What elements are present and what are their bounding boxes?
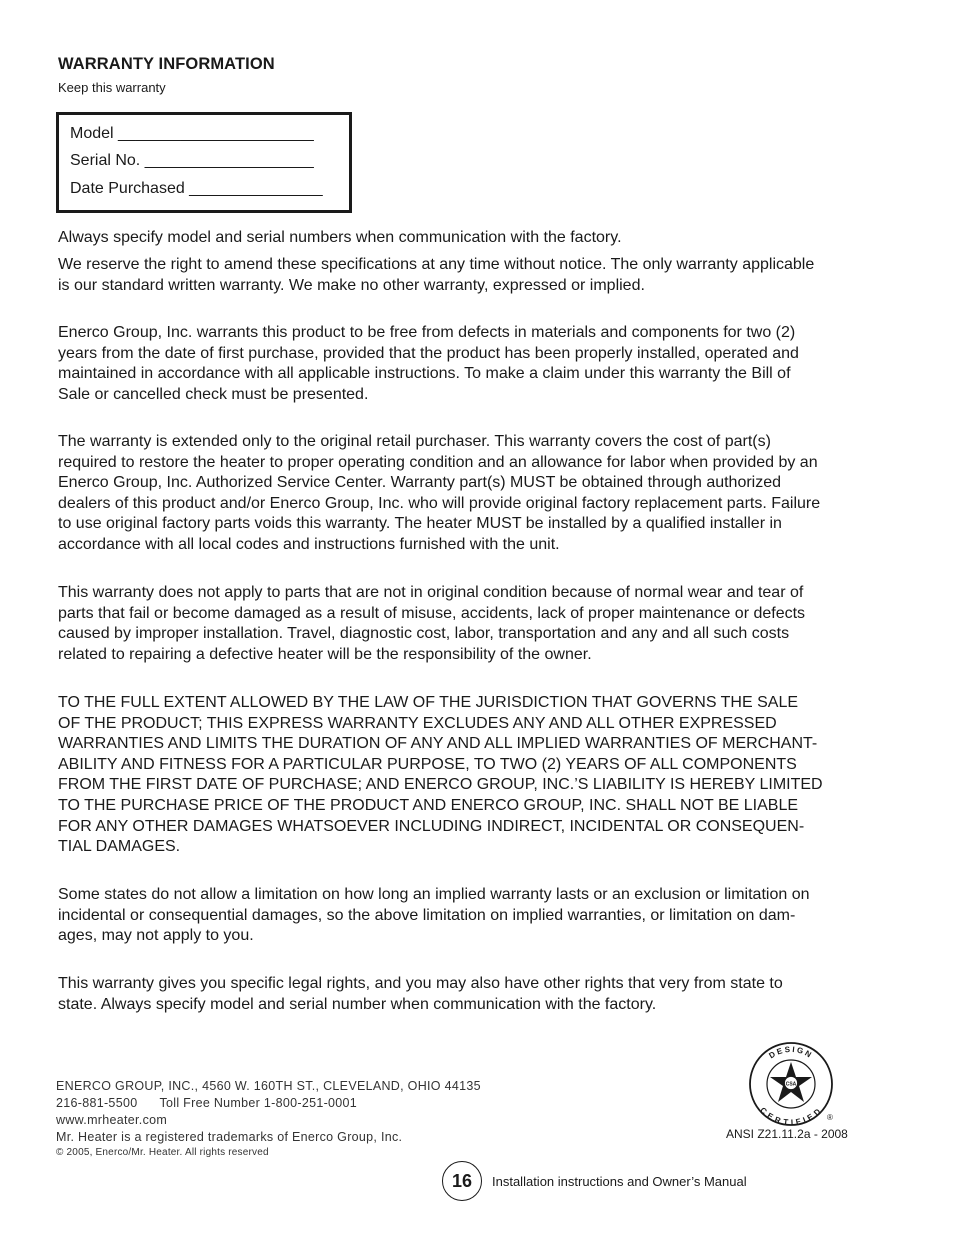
paragraph-state-limitations	[58, 885, 873, 947]
text-line: This warranty does not apply to parts that are not in original condition because of normal wear and tear of	[58, 584, 804, 601]
page-subtitle: Keep this warranty	[58, 80, 166, 95]
paragraph-exclusions	[58, 583, 873, 665]
paragraph-limitations	[58, 693, 873, 858]
copyright-notice: © 2005, Enerco/Mr. Heater. All rights reserved	[56, 1147, 269, 1158]
text-line: TO THE FULL EXTENT ALLOWED BY THE LAW OF THE JURISDICTION THAT GOVERNS THE SALE	[58, 694, 799, 711]
page-number: 16	[442, 1161, 482, 1201]
text-line: state. Always specify model and serial number when communication with the factory.	[58, 995, 657, 1013]
paragraph-coverage	[58, 432, 873, 556]
text-line: years from the date of first purchase, provided that the product has been properly installed, operated and	[58, 344, 799, 362]
company-phones	[56, 1096, 357, 1110]
company-website: www.mrheater.com	[56, 1113, 168, 1127]
text-line: This warranty gives you specific legal rights, and you may also have other rights that very from state to	[58, 975, 783, 992]
page-title: WARRANTY INFORMATION	[58, 55, 275, 73]
svg-text:CERTIFIED	[758, 1106, 824, 1128]
text-line: Enerco Group, Inc. warrants this product to be free from defects in materials and components for two (2)	[58, 324, 796, 341]
text-line: dealers of this product and/or Enerco Group, Inc. who will provide original factory replacement parts. Failure	[58, 494, 821, 512]
company-address: ENERCO GROUP, INC., 4560 W. 160TH ST., CLEVELAND, OHIO 44135	[56, 1079, 481, 1093]
manual-title: Installation instructions and Owner’s Manual	[492, 1174, 747, 1189]
text-line: caused by improper installation. Travel, diagnostic cost, labor, transportation and any and all such costs	[58, 625, 790, 643]
text-line: OF THE PRODUCT; THIS EXPRESS WARRANTY EXCLUDES ANY AND ALL OTHER EXPRESSED	[58, 714, 777, 732]
text-line: is our standard written warranty. We make no other warranty, expressed or implied.	[58, 276, 645, 294]
registered-mark-icon: ®	[827, 1113, 833, 1122]
text-line: parts that fail or become damaged as a result of misuse, accidents, lack of proper maintenance or defects	[58, 604, 806, 622]
text-line: Some states do not allow a limitation on how long an implied warranty lasts or an exclusion or limitation on	[58, 886, 810, 903]
text-line: ages, may not apply to you.	[58, 927, 254, 945]
text-line: ABILITY AND FITNESS FOR A PARTICULAR PURPOSE, TO TWO (2) YEARS OF ALL COMPONENTS	[58, 755, 797, 773]
seal-top-text: DESIGN	[767, 1044, 815, 1061]
text-line: TIAL DAMAGES.	[58, 838, 181, 856]
trademark-notice: Mr. Heater is a registered trademarks of Enerco Group, Inc.	[56, 1130, 403, 1144]
text-line: TO THE PURCHASE PRICE OF THE PRODUCT AND ENERCO GROUP, INC. SHALL NOT BE LIABLE	[58, 796, 799, 814]
text-line: Sale or cancelled check must be presented.	[58, 385, 369, 403]
text-line: FROM THE FIRST DATE OF PURCHASE; AND ENERCO GROUP, INC.’S LIABILITY IS HEREBY LIMITED	[58, 776, 823, 794]
text-line: related to repairing a defective heater will be the responsibility of the owner.	[58, 645, 592, 663]
seal-center-text: CSA	[785, 1081, 797, 1088]
text-line: required to restore the heater to proper operating condition and an allowance for labor when provided by an	[58, 453, 818, 471]
text-line: maintained in accordance with all applicable instructions. To make a claim under this warranty the Bill of	[58, 365, 791, 383]
paragraph-legal-rights	[58, 974, 873, 1015]
text-line: Always specify model and serial numbers when communication with the factory.	[58, 229, 622, 246]
seal-bottom-text: CERTIFIED	[758, 1105, 824, 1128]
paragraph-specify-model	[58, 228, 873, 249]
warranty-registration-box	[56, 112, 352, 213]
text-line: FOR ANY OTHER DAMAGES WHATSOEVER INCLUDING INDIRECT, INCIDENTAL OR CONSEQUEN-	[58, 817, 805, 835]
text-line: incidental or consequential damages, so the above limitation on implied warranties, or limitation on dam-	[58, 906, 796, 924]
paragraph-warranty-terms	[58, 323, 873, 405]
text-line: to use original factory parts voids this warranty. The heater MUST be installed by a qualified installer in	[58, 515, 782, 533]
text-line: WARRANTIES AND LIMITS THE DURATION OF ANY AND ALL IMPLIED WARRANTIES OF MERCHANT-	[58, 735, 818, 753]
text-line: accordance with all local codes and instructions furnished with the unit.	[58, 535, 560, 553]
design-certified-seal	[745, 1038, 837, 1130]
text-line: Enerco Group, Inc. Authorized Service Center. Warranty part(s) MUST be obtained through authorized	[58, 474, 782, 492]
model-field: Model ______________________	[70, 125, 314, 142]
phone-number: 216-881-5500	[56, 1096, 138, 1110]
text-line: The warranty is extended only to the original retail purchaser. This warranty covers the cost of part(s)	[58, 433, 771, 450]
date-purchased-field: Date Purchased _______________	[70, 180, 323, 197]
toll-free-number: Toll Free Number 1-800-251-0001	[159, 1096, 358, 1110]
paragraph-amend-rights	[58, 255, 873, 296]
serial-number-field: Serial No. ___________________	[70, 152, 314, 169]
ansi-standard: ANSI Z21.11.2a - 2008	[726, 1127, 848, 1141]
text-line: We reserve the right to amend these specifications at any time without notice. The only warranty applicable	[58, 256, 815, 273]
